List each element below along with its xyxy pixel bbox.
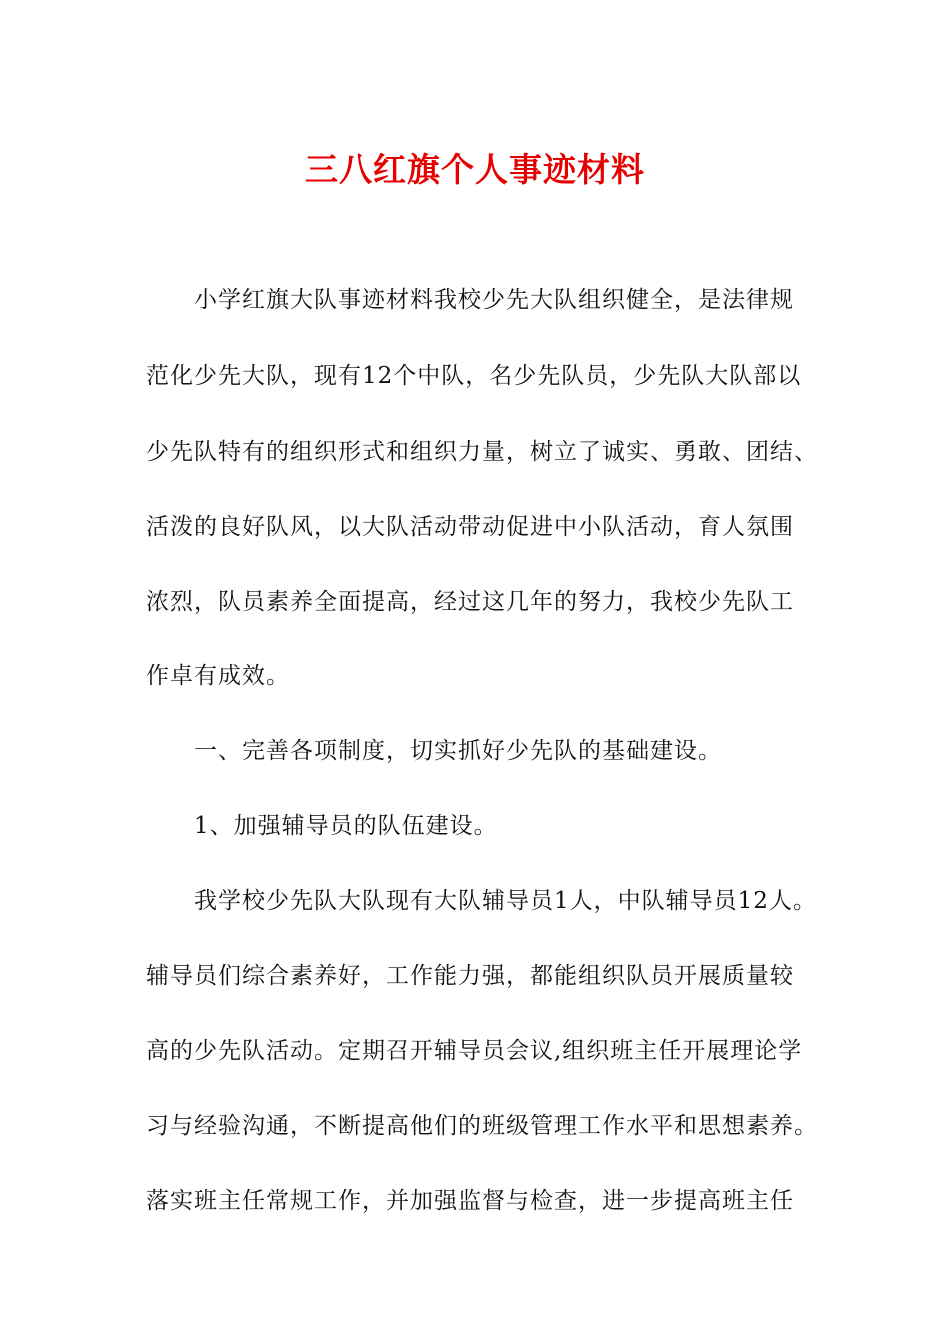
paragraph-line: 落实班主任常规工作，并加强监督与检查，进一步提高班主任 [146,1188,794,1214]
document-title: 三八红旗个人事迹材料 [305,150,645,189]
section-heading: 一、完善各项制度，切实抓好少先队的基础建设。 [194,738,722,764]
paragraph-line: 范化少先大队，现有12个中队，名少先队员，少先队大队部以 [146,363,802,389]
paragraph-line: 高的少先队活动。定期召开辅导员会议,组织班主任开展理论学 [146,1038,803,1064]
paragraph-line: 浓烈，队员素养全面提高，经过这几年的努力，我校少先队工 [146,589,794,615]
paragraph-line: 作卓有成效。 [146,663,290,689]
paragraph-line: 习与经验沟通，不断提高他们的班级管理工作水平和思想素养。 [146,1113,818,1139]
paragraph-line: 少先队特有的组织形式和组织力量，树立了诚实、勇敢、团结、 [146,439,818,465]
paragraph-line: 小学红旗大队事迹材料我校少先大队组织健全，是法律规 [194,287,794,313]
subsection-heading: 1、加强辅导员的队伍建设。 [194,813,498,839]
paragraph-line: 辅导员们综合素养好，工作能力强，都能组织队员开展质量较 [146,963,794,989]
paragraph-line: 我学校少先队大队现有大队辅导员1人，中队辅导员12人。 [194,888,817,914]
document-body [146,280,826,1220]
paragraph-line: 活泼的良好队风，以大队活动带动促进中小队活动，育人氛围 [146,514,794,540]
